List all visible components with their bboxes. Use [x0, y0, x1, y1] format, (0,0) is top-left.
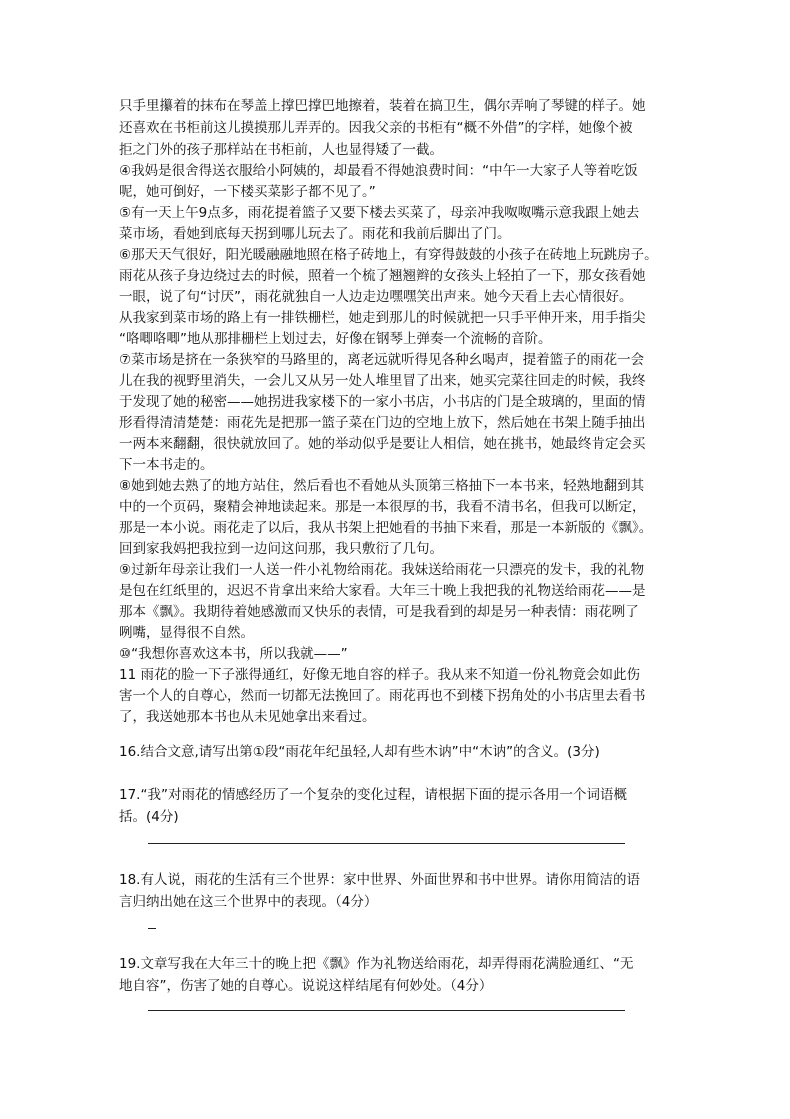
question-17: 17.“我”对雨花的情感经历了一个复杂的变化过程，请根据下面的提示各用一个词语概: [119, 787, 627, 803]
passage-line: 只手里攥着的抹布在琴盖上撑巴撑巴地擦着，装着在搞卫生，偶尔弄响了琴键的样子。她: [119, 98, 646, 114]
passage-line: ⑩“我想你喜欢这本书，所以我就——”: [119, 646, 348, 662]
passage-line: 了，我送她那本书也从未见她拿出来看过。: [119, 709, 376, 725]
passage-line: 儿在我的视野里消失，一会儿又从另一处人堆里冒了出来，她买完菜往回走的时候，我终: [119, 373, 646, 389]
passage-line: ⑥那天天气很好，阳光暖融融地照在格子砖地上，有穿得鼓鼓的小孩子在砖地上玩跳房子。: [119, 247, 658, 263]
passage-line: 还喜欢在书柜前这儿摸摸那儿弄弄的。因我父亲的书柜有“概不外借”的字样，她像个被: [119, 120, 633, 136]
passage-line: 是包在红纸里的，迟迟不肯拿出来给大家看。大年三十晚上我把我的礼物送给雨花——是: [119, 583, 646, 599]
question-19: 19.文章写我在大年三十的晚上把《飘》作为礼物送给雨花，却弄得雨花满脸通红、“无: [119, 956, 634, 972]
passage-line: 咧嘴，显得很不自然。: [119, 625, 254, 641]
passage-line: ⑨过新年母亲让我们一人送一件小礼物给雨花。我妹送给雨花一只漂亮的发卡，我的礼物: [119, 562, 645, 578]
passage-line: 菜市场，看她到底每天拐到哪儿玩去了。雨花和我前后脚出了门。: [119, 226, 511, 242]
passage-line: 一眼，说了句“讨厌”，雨花就独自一人边走边嘿嘿笑出声来。她今天看上去心情很好。: [119, 289, 633, 305]
passage-line: 一两本来翻翻，很快就放回了。她的举动似乎是要让人相信，她在挑书，她最终肯定会买: [119, 436, 646, 452]
passage-line: 于发现了她的秘密——她拐进我家楼下的一家小书店，小书店的门是全玻璃的，里面的情: [119, 394, 646, 410]
answer-blank[interactable]: [148, 928, 156, 929]
passage-line: 拒之门外的孩子那样站在书柜前，人也显得矮了一截。: [119, 142, 443, 158]
passage-line: 呢，她可倒好，一下楼买菜影子都不见了。”: [119, 184, 376, 200]
passage-line: 那本《飘》。我期待着她感激而又快乐的表情，可是我看到的却是另一种表情：雨花咧了: [119, 604, 639, 620]
passage-line: 那是一本小说。雨花走了以后，我从书架上把她看的书抽下来看，那是一本新版的《飘》。: [119, 520, 653, 536]
answer-blank[interactable]: [148, 1010, 625, 1011]
question-18: 言归纳出她在这三个世界中的表现。（4分）: [119, 894, 378, 910]
passage-line: ⑧她到她去熟了的地方站住，然后看也不看她从头顶第三格抽下一本书来，轻熟地翻到其: [119, 478, 645, 494]
passage-line: 形看得清清楚楚：雨花先是把那一篮子菜在门边的空地上放下，然后她在书架上随手抽出: [119, 415, 646, 431]
passage-line: 11 雨花的脸一下子涨得通红，好像无地自容的样子。我从来不知道一份礼物竟会如此伤: [119, 667, 640, 683]
question-19: 地自容”，伤害了她的自尊心。说说这样结尾有何妙处。（4分）: [119, 978, 493, 994]
question-17: 括。(4分): [119, 809, 179, 825]
passage-line: 雨花从孩子身边绕过去的时候，照着一个梳了翘翘辫的女孩头上轻拍了一下，那女孩看她: [119, 268, 646, 284]
passage-line: 中的一个页码，聚精会神地读起来。那是一本很厚的书，我看不清书名，但我可以断定，: [119, 499, 646, 515]
passage-line: 害一个人的自尊心，然而一切都无法挽回了。雨花再也不到楼下拐角处的小书店里去看书: [119, 688, 646, 704]
question-16: 16.结合文意,请写出第①段“雨花年纪虽轻,人却有些木讷”中“木讷”的含义。(3分): [119, 744, 600, 760]
passage-line: 下一本书走的。: [119, 457, 214, 473]
passage-line: “咯唧咯唧”地从那排栅栏上划过去，好像在钢琴上弹奏一个流畅的音阶。: [119, 331, 552, 347]
passage-line: ④我妈是很舍得送衣服给小阿姨的，却最看不得她浪费时间：“中午一大家子人等着吃饭: [119, 163, 638, 179]
passage-line: 从我家到菜市场的路上有一排铁栅栏，她走到那儿的时候就把一只手平伸开来，用手指尖: [119, 310, 646, 326]
passage-line: 回到家我妈把我拉到一边问这问那，我只敷衍了几句。: [119, 541, 443, 557]
question-18: 18.有人说，雨花的生活有三个世界：家中世界、外面世界和书中世界。请你用简洁的语: [119, 872, 640, 888]
passage-line: ⑦菜市场是挤在一条狭窄的马路里的，离老远就听得见各种幺喝声，提着篮子的雨花一会: [119, 352, 645, 368]
answer-blank[interactable]: [148, 843, 625, 844]
passage-line: ⑤有一天上午9点多，雨花提着篮子又要下楼去买菜了，母亲冲我呶呶嘴示意我跟上她去: [119, 205, 640, 221]
